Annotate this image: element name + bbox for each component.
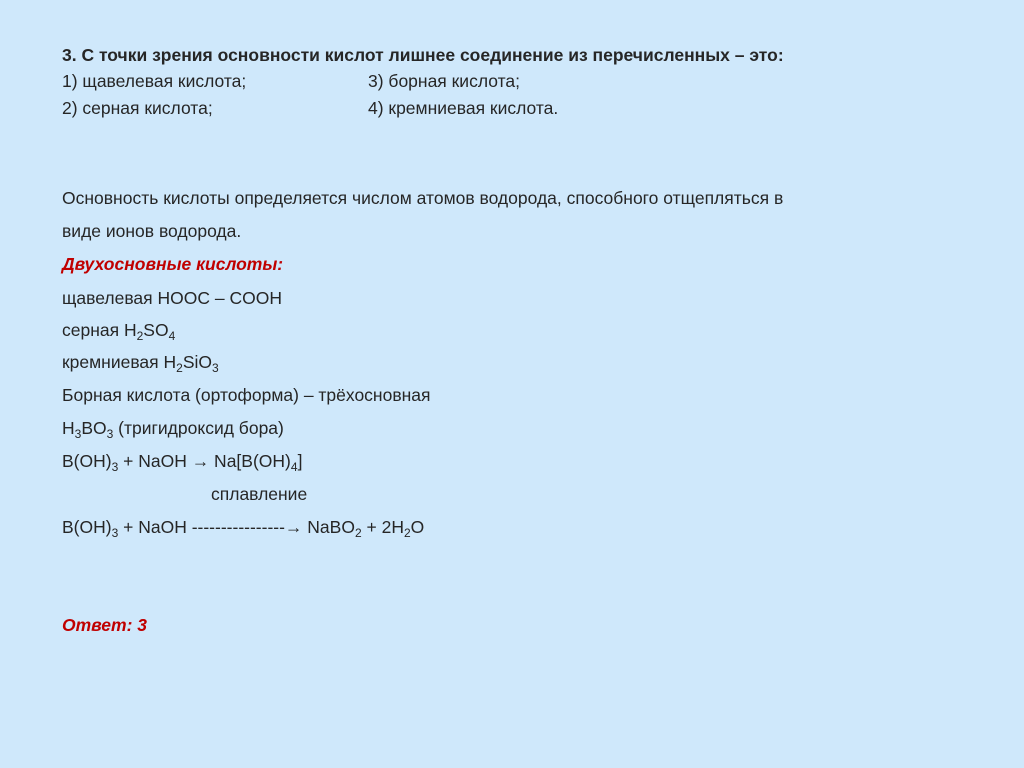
oxalic-acid-formula: щавелевая HOOC – COOH: [62, 288, 282, 308]
boric-acid-line: Борная кислота (ортоформа) – трёхосновная: [62, 385, 431, 405]
definition-line-2: виде ионов водорода.: [62, 221, 242, 241]
fusion-label: сплавление: [211, 484, 308, 504]
option-3: 3) борная кислота;: [368, 71, 520, 91]
h3bo3-formula: $H_3BO_3$ (тригидроксид бора): [62, 418, 284, 441]
option-2: 2) серная кислота;: [62, 98, 213, 118]
dibasic-heading: Двухосновные кислоты:: [62, 254, 284, 274]
equation-2: $B(OH)_3$ + NaOH ----------------→ NaBO$_2$ + $2H_2O$: [62, 517, 425, 540]
option-1: 1) щавелевая кислота;: [62, 71, 247, 91]
silicic-acid-formula: кремниевая $H_2SiO_3$: [62, 352, 219, 375]
equation-1: $B(OH)_3$ + NaOH → $Na[B(OH)_4]$: [62, 451, 303, 474]
sulfuric-acid-formula: серная $H_2SO_4$: [62, 320, 176, 343]
question-title: 3. С точки зрения основности кислот лишнее соединение из перечисленных – это:: [62, 45, 784, 65]
definition-line-1: Основность кислоты определяется числом атомов водорода, способного отщепляться в: [62, 188, 784, 208]
option-4: 4) кремниевая кислота.: [368, 98, 559, 118]
answer: Ответ: 3: [62, 615, 148, 635]
